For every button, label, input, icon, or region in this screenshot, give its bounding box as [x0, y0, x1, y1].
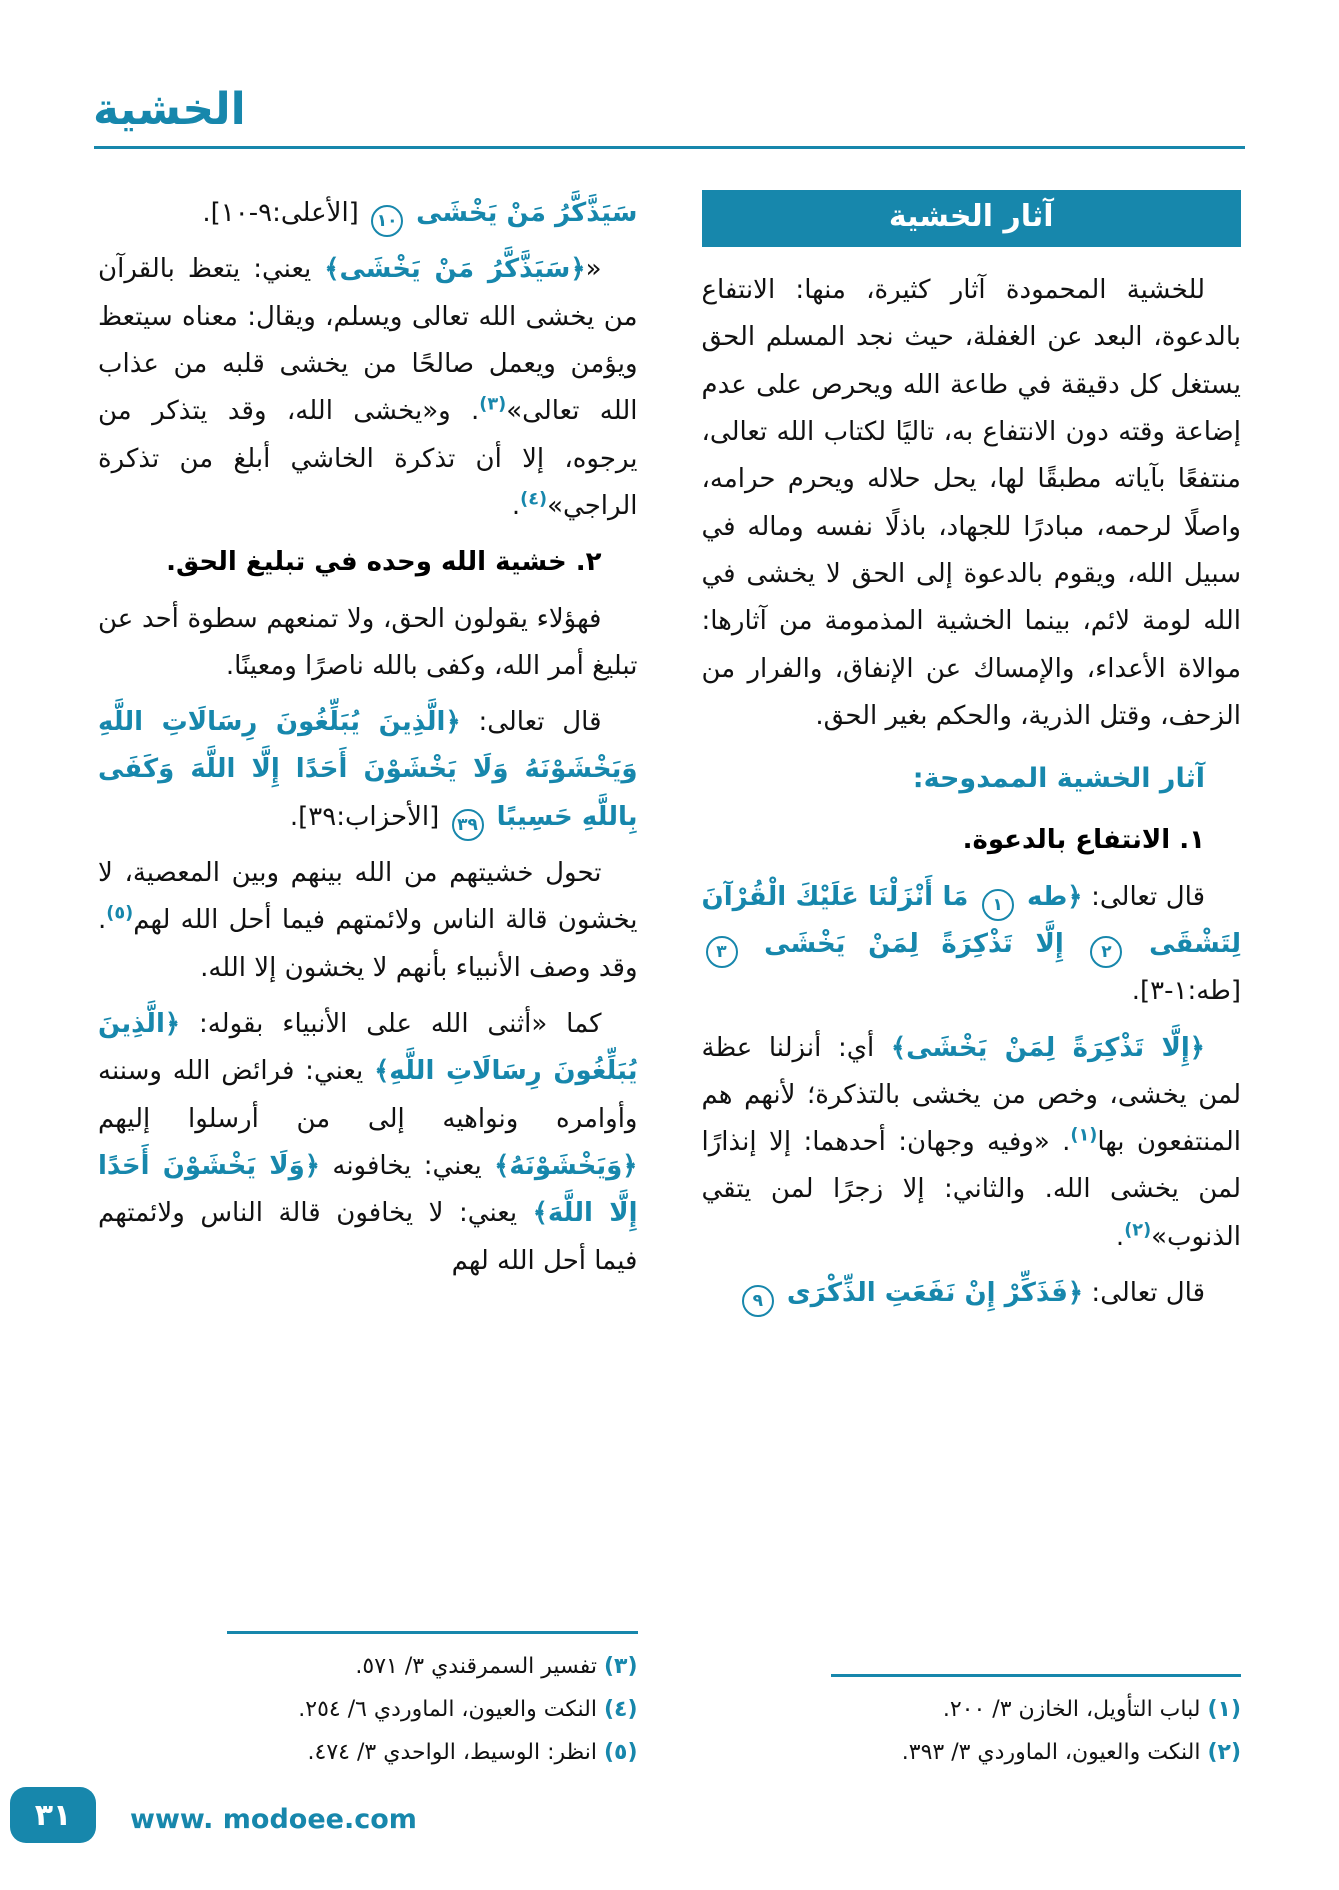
- left-column-footnotes: [98, 1621, 638, 1775]
- footnote-number: (٤): [603, 1697, 638, 1723]
- section-banner: [702, 190, 1242, 247]
- body-text: للخشية المحمودة آثار كثيرة، منها: الانتفاع بالدعوة، البعد عن الغفلة، حيث نجد المسلم الحق يستغل كل دقيقة في طاعة الله ويحرص على عدم إضاعة وقته دون الانتفاع به، تاليًا لكتاب الله تعالى، منتفعًا بآياته مطبقًا لها، يحل حلاله ويحرم حرامه، واصلًا لرحمه، مبادرًا للجهاد، باذلًا نفسه وماله في سبيل الله، ويقوم بالدعوة إلى الحق لا يخشى في الله لومة لائم، بينما الخشية المذمومة من آثارها: موالاة الأعداء، والإمساك عن الإنفاق، والفرار من الزحف، وقتل الذرية، والحكم بغير الحق.: [701, 275, 1241, 731]
- quran-text: ﴿وَلَا يَخْشَوْنَ أَحَدًا إِلَّا اللَّهَ﴾: [98, 1150, 638, 1229]
- footnote: [98, 1689, 638, 1732]
- footnote-reference: (٥): [106, 903, 134, 924]
- body-text: قال تعالى:: [1082, 881, 1206, 912]
- body-text: . وقد وصف الأنبياء بأنهم لا يخشون إلا الله.: [98, 905, 638, 983]
- body-text: قال تعالى:: [1083, 1278, 1205, 1309]
- quran-text: ﴿فَذَكِّرْ إِنْ نَفَعَتِ الذِّكْرَى: [777, 1278, 1084, 1309]
- quran-text: ﴿الَّذِينَ يُبَلِّغُونَ رِسَالَاتِ اللَّهِ وَيَخْشَوْنَهُ وَلَا يَخْشَوْنَ أَحَدًا إِلَّا اللَّهَ وَكَفَى بِاللَّهِ حَسِيبًا: [98, 707, 638, 832]
- paragraph: [702, 267, 1242, 740]
- footnote: [702, 1732, 1242, 1775]
- right-column-footnotes: [702, 1664, 1242, 1775]
- paragraph: [98, 246, 638, 530]
- footnote-list: [98, 1646, 638, 1775]
- footnote-divider: [831, 1674, 1241, 1677]
- footnote-number: (٢): [1207, 1740, 1241, 1766]
- verse-number-ornament: ٢: [1090, 936, 1122, 968]
- body-text: آثار الخشية الممدوحة:: [912, 763, 1205, 795]
- quran-text: ﴿الَّذِينَ يُبَلِّغُونَ رِسَالَاتِ اللَّهِ﴾: [98, 1009, 638, 1087]
- footnote-text: النكت والعيون، الماوردي ٦/ ٢٥٤.: [298, 1697, 604, 1723]
- footnote-divider: [227, 1631, 637, 1634]
- verse-number-ornament: ١٠: [371, 205, 403, 237]
- verse-number-ornament: ٣٩: [452, 809, 484, 841]
- body-text: يعني: يتعظ بالقرآن من يخشى الله تعالى ويسلم، ويقال: معناه سيتعظ ويؤمن ويعمل صالحًا من يخشى قلبه من عذاب الله تعالى»: [98, 254, 638, 427]
- body-text: [الأحزاب:٣٩].: [289, 801, 448, 832]
- section-banner-label: آثار الخشية: [888, 199, 1054, 234]
- quran-text: ﴿وَيَخْشَوْنَهُ﴾: [494, 1150, 638, 1181]
- body-text: يعني: فرائض الله وسننه وأوامره ونواهيه إلى من أرسلوا إليهم: [98, 1056, 638, 1134]
- body-text: تحول خشيتهم من الله بينهم وبين المعصية، لا يخشون قالة الناس ولائمتهم فيما أحل الله لهم: [98, 858, 638, 936]
- footnote-text: لباب التأويل، الخازن ٣/ ٢٠٠.: [942, 1697, 1208, 1723]
- verse-number-ornament: ١: [982, 889, 1014, 921]
- page-number-badge: [10, 1787, 96, 1843]
- paragraph: [98, 850, 638, 992]
- footnote-text: النكت والعيون، الماوردي ٣/ ٣٩٣.: [901, 1740, 1208, 1766]
- footnote-number: (١): [1207, 1697, 1241, 1723]
- quran-text: إِلَّا تَذْكِرَةً لِمَنْ يَخْشَى: [741, 928, 1087, 959]
- left-column-text: [98, 190, 638, 1294]
- column-left: [98, 190, 638, 1775]
- quran-text: ﴿طه: [1017, 881, 1083, 912]
- footnote-reference: (٢): [1124, 1220, 1152, 1241]
- body-text: . و«يخشى الله، وقد يتذكر من يرجوه، إلا أن تذكرة الخاشي أبلغ من تذكرة الراجي»: [98, 396, 638, 521]
- paragraph: [702, 1270, 1242, 1317]
- footnote: [98, 1732, 638, 1775]
- body-text: يعني: يخافونه: [320, 1150, 495, 1181]
- paragraph: [702, 1025, 1242, 1262]
- right-column-text: [702, 267, 1242, 1326]
- website-url: www. modoee.com: [130, 1804, 417, 1835]
- paragraph: [98, 190, 638, 237]
- paragraph: [98, 699, 638, 841]
- paragraph: [702, 817, 1242, 864]
- footnote: [702, 1689, 1242, 1732]
- footnote-reference: (١): [1070, 1125, 1098, 1146]
- body-text: ١. الانتفاع بالدعوة.: [962, 825, 1205, 856]
- body-text: قال تعالى:: [460, 707, 602, 738]
- column-right: [702, 190, 1242, 1775]
- footnote: [98, 1646, 638, 1689]
- chapter-title-calligraphy: الخشية: [93, 84, 246, 135]
- body-text: [طه:١-٣].: [1131, 976, 1241, 1007]
- body-text: [الأعلى:٩-١٠].: [202, 198, 368, 228]
- footnote-number: (٥): [603, 1740, 638, 1766]
- paragraph: [98, 596, 638, 691]
- paragraph: [98, 1001, 638, 1285]
- body-text: أي: أنزلنا عظة لمن يخشى، وخص من يخشى بالتذكرة؛ لأنهم هم المنتفعون بها: [701, 1032, 1241, 1158]
- quran-text: سَيَذَّكَّرُ مَنْ يَخْشَى: [407, 198, 638, 228]
- body-text: يعني: لا يخافون قالة الناس ولائمتهم فيما أحل الله لهم: [98, 1198, 638, 1276]
- body-text: .: [1115, 1221, 1125, 1252]
- quran-text: مَا أَنْزَلْنَا عَلَيْكَ الْقُرْآنَ لِتَشْقَى: [701, 881, 1242, 959]
- footnote-reference: (٣): [479, 394, 507, 415]
- body-text: كما «أثنى الله على الأنبياء بقوله:: [180, 1009, 602, 1039]
- verse-number-ornament: ٣: [706, 936, 738, 968]
- footnote-number: (٣): [603, 1654, 638, 1680]
- body-text: «: [585, 254, 602, 285]
- footnote-text: تفسير السمرقندي ٣/ ٥٧١.: [355, 1654, 604, 1680]
- footnote-reference: (٤): [520, 489, 548, 510]
- page-number: ٣١: [34, 1797, 72, 1833]
- paragraph: [702, 874, 1242, 1016]
- verse-number-ornament: ٩: [742, 1285, 774, 1317]
- quran-text: ﴿سَيَذَّكَّرُ مَنْ يَخْشَى﴾: [324, 254, 586, 285]
- header-rule: [94, 146, 1245, 149]
- body-text: .: [511, 490, 521, 521]
- page-content: [98, 190, 1241, 1775]
- footnote-text: انظر: الوسيط، الواحدي ٣/ ٤٧٤.: [307, 1740, 604, 1766]
- body-text: ٢. خشية الله وحده في تبليغ الحق.: [166, 547, 602, 578]
- body-text: . «وفيه وجهان: أحدهما: إلا إنذارًا لمن يخشى الله. والثاني: إلا زجرًا لمن يتقي الذنوب»: [701, 1127, 1241, 1252]
- paragraph: [98, 539, 638, 586]
- paragraph: [702, 754, 1242, 803]
- body-text: فهؤلاء يقولون الحق، ولا تمنعهم سطوة أحد عن تبليغ أمر الله، وكفى بالله ناصرًا ومعينًا.: [98, 603, 638, 681]
- quran-text: ﴿إِلَّا تَذْكِرَةً لِمَنْ يَخْشَى﴾: [890, 1032, 1205, 1063]
- footnote-list: [702, 1689, 1242, 1775]
